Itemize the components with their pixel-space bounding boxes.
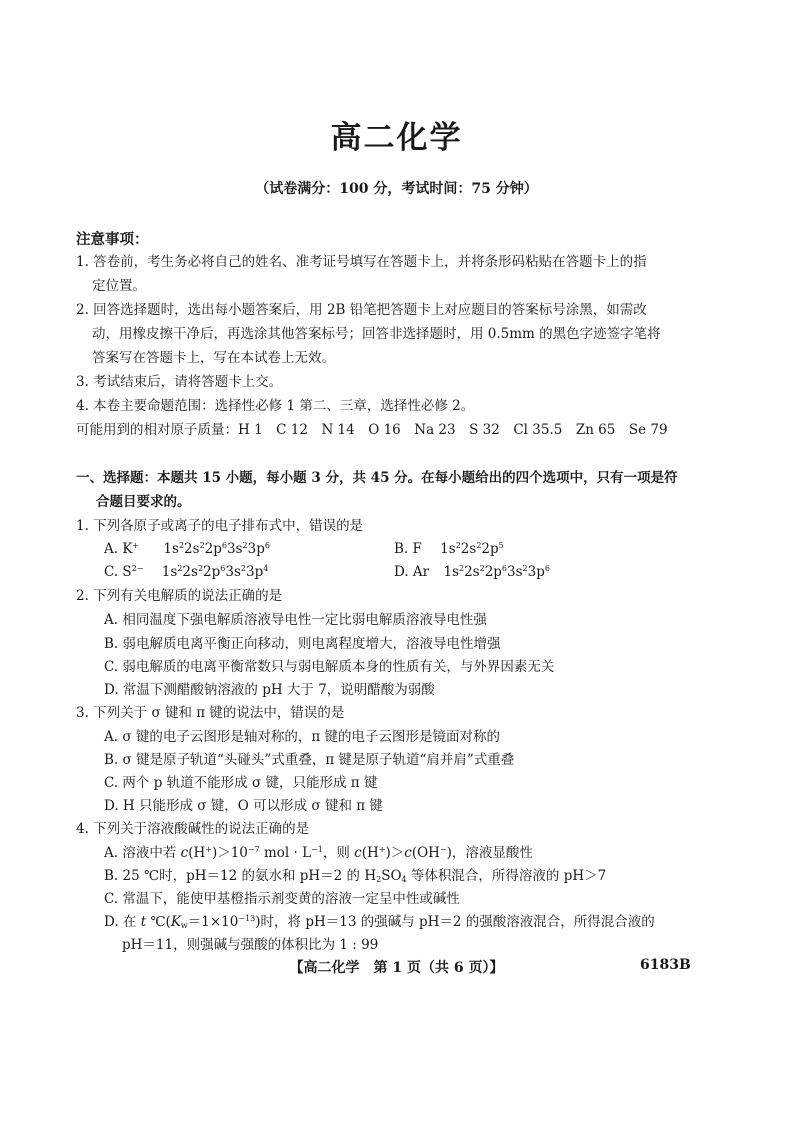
question-4-option-d-line-2: pH＝11，则强碱与强酸的体积比为 1 : 99 xyxy=(122,937,379,953)
notice-item-2-line-3: 答案写在答题卡上，写在本试卷上无效。 xyxy=(92,350,335,366)
question-4-stem: 4. 下列关于溶液酸碱性的说法正确的是 xyxy=(76,821,310,837)
option-c-config: $1s^22s^22p^63s^23p^4$ xyxy=(161,564,269,580)
section-1-heading-line-1: 一、选择题：本题共 15 小题，每小题 3 分，共 45 分。在每小题给出的四个选项中，只有一项是符 xyxy=(76,470,678,486)
question-3-option-c: C. 两个 p 轨道不能形成 σ 键，只能形成 π 键 xyxy=(104,775,378,791)
question-1-option-d xyxy=(394,562,550,582)
question-3-stem: 3. 下列关于 σ 键和 π 键的说法中，错误的是 xyxy=(76,705,345,721)
question-3-option-b: B. σ 键是原子轨道“头碰头”式重叠，π 键是原子轨道“肩并肩”式重叠 xyxy=(104,752,515,768)
notice-item-2-line-2: 动，用橡皮擦干净后，再选涂其他答案标号；回答非选择题时，用 0.5mm 的黑色字迹签字笔将 xyxy=(92,326,661,342)
option-a-charge: + xyxy=(132,541,140,550)
question-4-option-d-line-1: D. 在 t $℃(K_w=1\times 10^{-13})$时，将 pH＝13 的强碱与 pH＝2 的强酸溶液混合，所得混合液的 xyxy=(104,914,655,930)
question-2-option-b: B. 弱电解质电离平衡正向移动，则电离程度增大，溶液导电性增强 xyxy=(104,636,501,652)
option-a-species: A. K xyxy=(104,541,133,557)
option-b-species: B. F xyxy=(394,541,422,557)
notice-item-2-line-1: 2. 回答选择题时，选出每小题答案后，用 2B 铅笔把答题卡上对应题目的答案标号涂黑，如需改 xyxy=(76,302,647,318)
question-2-stem: 2. 下列有关电解质的说法正确的是 xyxy=(76,588,283,604)
question-1-option-b xyxy=(394,539,504,559)
page-title: 高二化学 xyxy=(330,120,463,156)
question-4-option-b: B. 25 ℃时，pH＝12 的氨水和 pH＝2 的 $H_2SO_4$ 等体积混合，所得溶液的 pH＞7 xyxy=(104,868,607,884)
section-1-heading-line-2: 合题目要求的。 xyxy=(96,494,191,510)
question-2-option-c: C. 弱电解质的电离平衡常数只与弱电解质本身的性质有关，与外界因素无关 xyxy=(104,659,555,675)
question-4-option-a: A. 溶液中若 $c(H^+)>10^{-7}$ mol · $L^{-1}$，则 c(H+)＞c(OH−)，溶液显酸性 xyxy=(104,845,533,861)
option-d-config: $1s^22s^22p^63s^23p^6$ xyxy=(443,564,550,580)
question-1-option-c xyxy=(104,562,268,582)
option-b-config: $1s^22s^22p^5$ xyxy=(440,541,504,557)
question-1-option-a xyxy=(104,539,270,559)
exam-info: （试卷满分：100 分，考试时间：75 分钟） xyxy=(255,181,538,197)
option-a-config: $1s^22s^22p^63s^23p^6$ xyxy=(163,541,270,557)
question-4-option-c: C. 常温下，能使甲基橙指示剂变黄的溶液一定呈中性或碱性 xyxy=(104,891,460,907)
atomic-mass-line: 可能用到的相对原子质量：H 1 C 12 N 14 O 16 Na 23 S 32 Cl 35.5 Zn 65 Se 79 xyxy=(76,422,668,438)
notice-heading: 注意事项： xyxy=(76,232,149,248)
notice-item-3: 3. 考试结束后，请将答题卡上交。 xyxy=(76,374,283,390)
option-c-charge: 2− xyxy=(131,564,144,573)
option-c-species: C. S xyxy=(104,564,132,580)
question-1-stem: 1. 下列各原子或离子的电子排布式中，错误的是 xyxy=(76,518,364,534)
option-d-species: D. Ar xyxy=(394,564,430,580)
notice-item-4: 4. 本卷主要命题范围：选择性必修 1 第二、三章，选择性必修 2。 xyxy=(76,398,475,414)
exam-code: 6183B xyxy=(640,957,691,973)
question-2-option-d: D. 常温下测醋酸钠溶液的 pH 大于 7，说明醋酸为弱酸 xyxy=(104,682,435,698)
question-3-option-a: A. σ 键的电子云图形是轴对称的，π 键的电子云图形是镜面对称的 xyxy=(104,729,501,745)
page-footer: 【高二化学 第 1 页（共 6 页）】 xyxy=(289,960,504,976)
question-3-option-d: D. H 只能形成 σ 键，O 可以形成 σ 键和 π 键 xyxy=(104,798,383,814)
notice-item-1-line-2: 定位置。 xyxy=(92,278,146,294)
notice-item-1-line-1: 1. 答卷前，考生务必将自己的姓名、准考证号填写在答题卡上，并将条形码粘贴在答题卡上的指 xyxy=(76,254,647,270)
question-2-option-a: A. 相同温度下强电解质溶液导电性一定比弱电解质溶液导电性强 xyxy=(104,612,487,628)
